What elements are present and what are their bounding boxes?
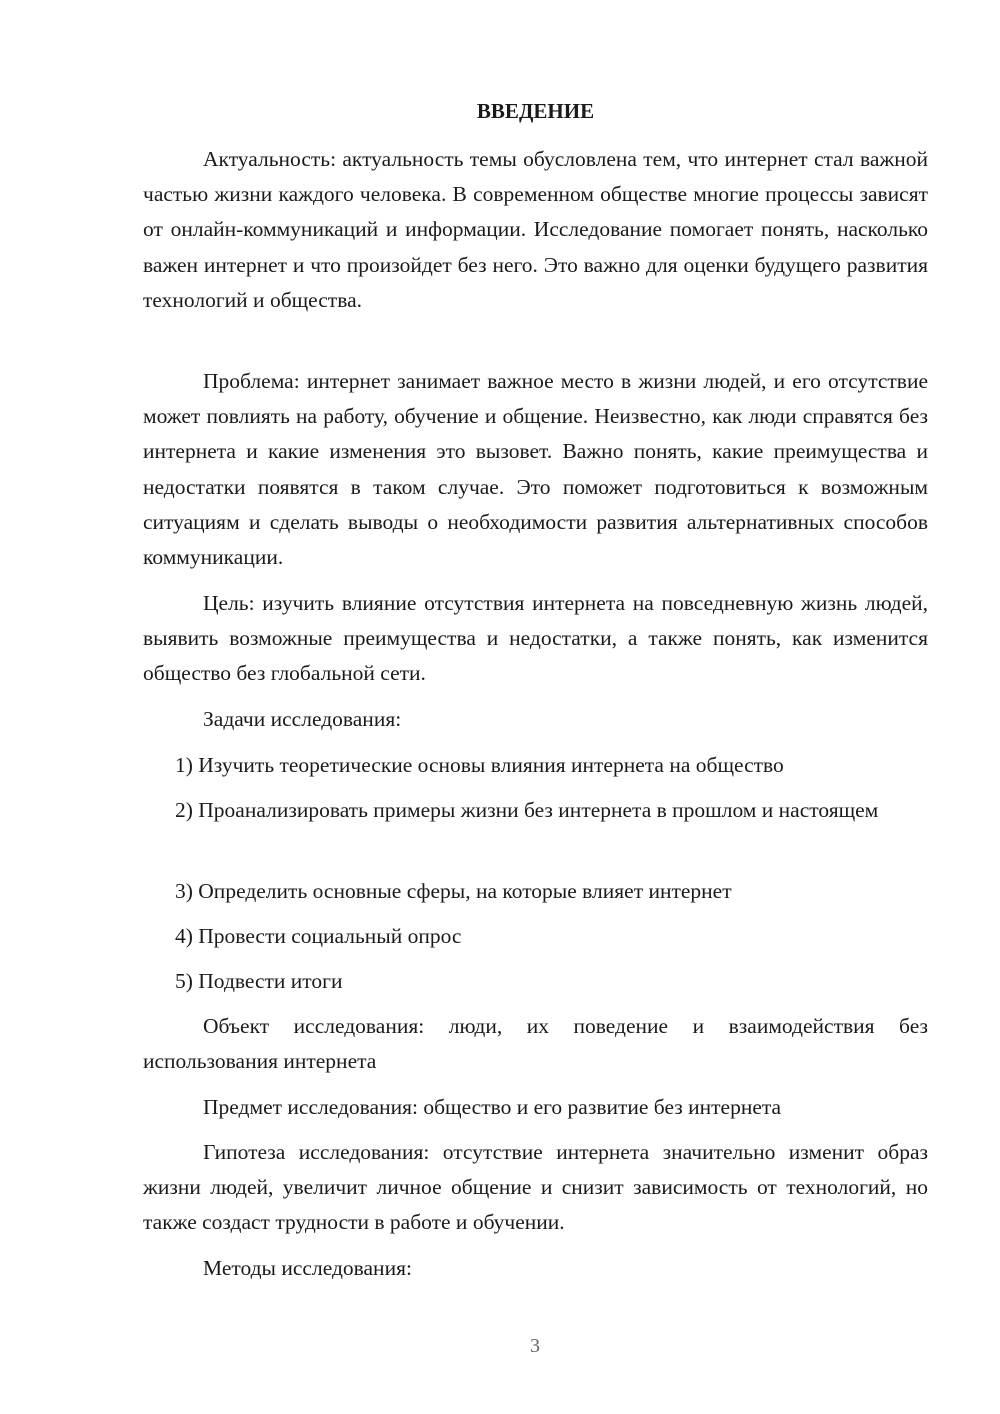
tasks-heading: Задачи исследования: bbox=[203, 707, 402, 731]
task-item-5: 5) Подвести итоги bbox=[175, 969, 343, 993]
task-item-1: 1) Изучить теоретические основы влияния интернета на общество bbox=[175, 753, 784, 777]
paragraph-problem: Проблема: интернет занимает важное место в жизни людей, и его отсутствие может повлиять на работу, обучение и общение. Неизвестно, как люди справятся без интернета и какие изменения это вызовет. Важно понять, какие преимущества и недостатки появятся в таком случае. Это поможет подготовиться к возможным ситуациям и сделать выводы о необходимости развития альтернативных способов коммуникации. bbox=[143, 369, 928, 570]
paragraph-goal: Цель: изучить влияние отсутствия интернета на повседневную жизнь людей, выявить возможные преимущества и недостатки, а также понять, как изменится общество без глобальной сети. bbox=[143, 591, 928, 686]
paragraph-hypothesis: Гипотеза исследования: отсутствие интернета значительно изменит образ жизни людей, увеличит личное общение и снизит зависимость от технологий, но также создаст трудности в работе и обучении. bbox=[143, 1140, 928, 1235]
paragraph-relevance: Актуальность: актуальность темы обусловлена тем, что интернет стал важной частью жизни каждого человека. В современном обществе многие процессы зависят от онлайн-коммуникаций и информации. Исследование помогает понять, насколько важен интернет и что произойдет без него. Это важно для оценки будущего развития технологий и общества. bbox=[143, 147, 928, 312]
task-item-4: 4) Провести социальный опрос bbox=[175, 924, 462, 948]
page-number: 3 bbox=[530, 1335, 540, 1357]
task-item-2: 2) Проанализировать примеры жизни без интернета в прошлом и настоящем bbox=[175, 798, 879, 822]
paragraph-subject: Предмет исследования: общество и его развитие без интернета bbox=[203, 1095, 782, 1119]
section-title: ВВЕДЕНИЕ bbox=[476, 99, 595, 123]
task-item-3: 3) Определить основные сферы, на которые влияет интернет bbox=[175, 879, 732, 903]
paragraph-object: Объект исследования: люди, их поведение и взаимодействия без использования интернета bbox=[143, 1014, 928, 1074]
methods-heading: Методы исследования: bbox=[203, 1256, 412, 1280]
